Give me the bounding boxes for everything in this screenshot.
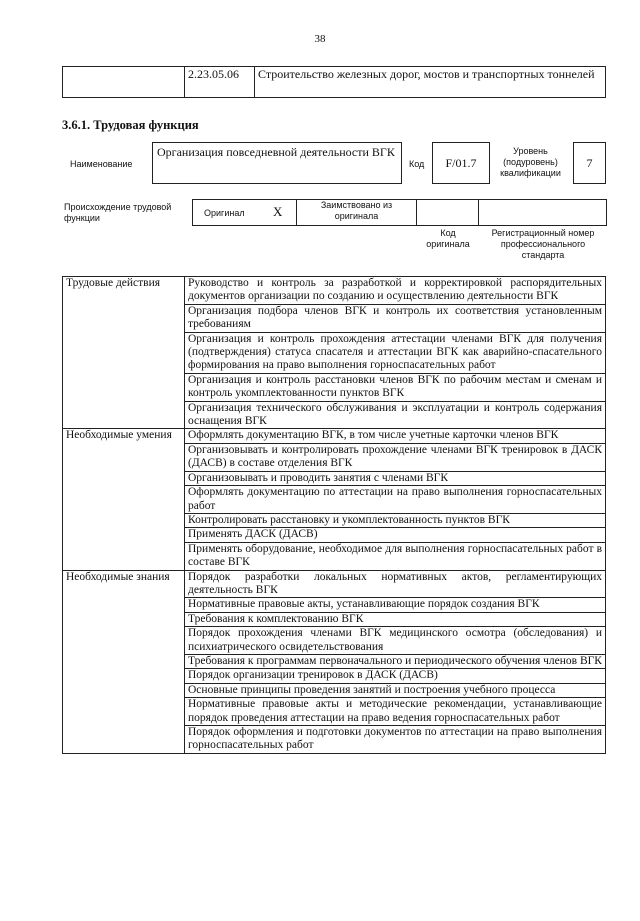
item-cell: Оформлять документацию ВГК, в том числе учетные карточки членов ВГК [185, 429, 606, 443]
okved-code: 2.23.05.06 [185, 67, 255, 98]
continuation-row [63, 67, 606, 98]
item-cell: Порядок организации тренировок в ДАСК (ДАСВ) [185, 669, 606, 683]
item-cell: Руководство и контроль за разработкой и корректировкой распорядительных документов организации по созданию и осуществлению деятельности ВГК [185, 277, 606, 305]
origin-divider-1 [296, 199, 297, 226]
item-cell: Применять оборудование, необходимое для выполнения горноспасательных работ в составе ВГК [185, 542, 606, 570]
item-cell: Организовывать и контролировать прохождение членами ВГК тренировок в ДАСК (ДАСВ) в составе отделения ВГК [185, 443, 606, 471]
function-name: Организация повседневной деятельности ВГК [152, 142, 402, 184]
origin-divider-2 [416, 199, 417, 226]
section-title: 3.6.1. Трудовая функция [62, 118, 199, 132]
item-cell: Требования к комплектованию ВГК [185, 612, 606, 626]
original-code-label: Код оригинала [426, 228, 470, 249]
item-cell: Оформлять документацию по аттестации на право выполнения горноспасательных работ [185, 486, 606, 514]
item-cell: Требования к программам первоначального и периодического обучения членов ВГК [185, 654, 606, 668]
origin-label: Происхождение трудовой функции [64, 202, 172, 223]
category-cell: Необходимые знания [63, 570, 185, 753]
table-row [63, 277, 606, 305]
category-cell: Необходимые умения [63, 429, 185, 570]
item-cell: Порядок разработки локальных нормативных актов, регламентирующих деятельность ВГК [185, 570, 606, 598]
level-label: Уровень (подуровень) квалификации [500, 146, 561, 178]
table-row [63, 570, 606, 598]
origin-divider-3 [478, 199, 479, 226]
item-cell: Нормативные правовые акты, устанавливающие порядок создания ВГК [185, 598, 606, 612]
original-label: Оригинал [204, 208, 245, 218]
okved-title: Строительство железных дорог, мостов и транспортных тоннелей [255, 67, 606, 98]
code-value: F/01.7 [432, 142, 490, 184]
code-label: Код [409, 159, 425, 169]
item-cell: Организация и контроль прохождения аттестации членами ВГК для получения (подтверждения) статуса спасателя и аттестации ВГК как аварийно-спасательного формирования на право выполнения горноспасательных работ [185, 332, 606, 373]
reg-number-label: Регистрационный номер профессионального стандарта [491, 228, 595, 260]
level-value: 7 [573, 142, 606, 184]
function-table [62, 276, 606, 754]
borrowed-label: Заимствовано из оригинала [320, 200, 393, 221]
continuation-table [62, 66, 606, 98]
category-cell: Трудовые действия [63, 277, 185, 429]
item-cell: Организация и контроль расстановки членов ВГК по рабочим местам и сменам и контроль укомплектованности пунктов ВГК [185, 373, 606, 401]
item-cell: Организация подбора членов ВГК и контроль их соответствия установленным требованиям [185, 304, 606, 332]
empty-cell [63, 67, 185, 98]
item-cell: Организация технического обслуживания и эксплуатации и контроль содержания оснащения ВГК [185, 401, 606, 429]
item-cell: Нормативные правовые акты и методические рекомендации, устанавливающие порядок проведения аттестации на право ведения горноспасательных работ [185, 698, 606, 726]
item-cell: Организовывать и проводить занятия с членами ВГК [185, 471, 606, 485]
table-row [63, 429, 606, 443]
item-cell: Применять ДАСК (ДАСВ) [185, 528, 606, 542]
item-cell: Контролировать расстановку и укомплектованность пунктов ВГК [185, 513, 606, 527]
name-label: Наименование [70, 159, 133, 169]
page-number: 38 [314, 33, 326, 45]
item-cell: Основные принципы проведения занятий и построения учебного процесса [185, 683, 606, 697]
original-mark: X [273, 204, 283, 219]
item-cell: Порядок прохождения членами ВГК медицинского осмотра (обследования) и психиатрического освидетельствования [185, 627, 606, 655]
item-cell: Порядок оформления и подготовки документов по аттестации на право выполнения горноспасательных работ [185, 726, 606, 754]
